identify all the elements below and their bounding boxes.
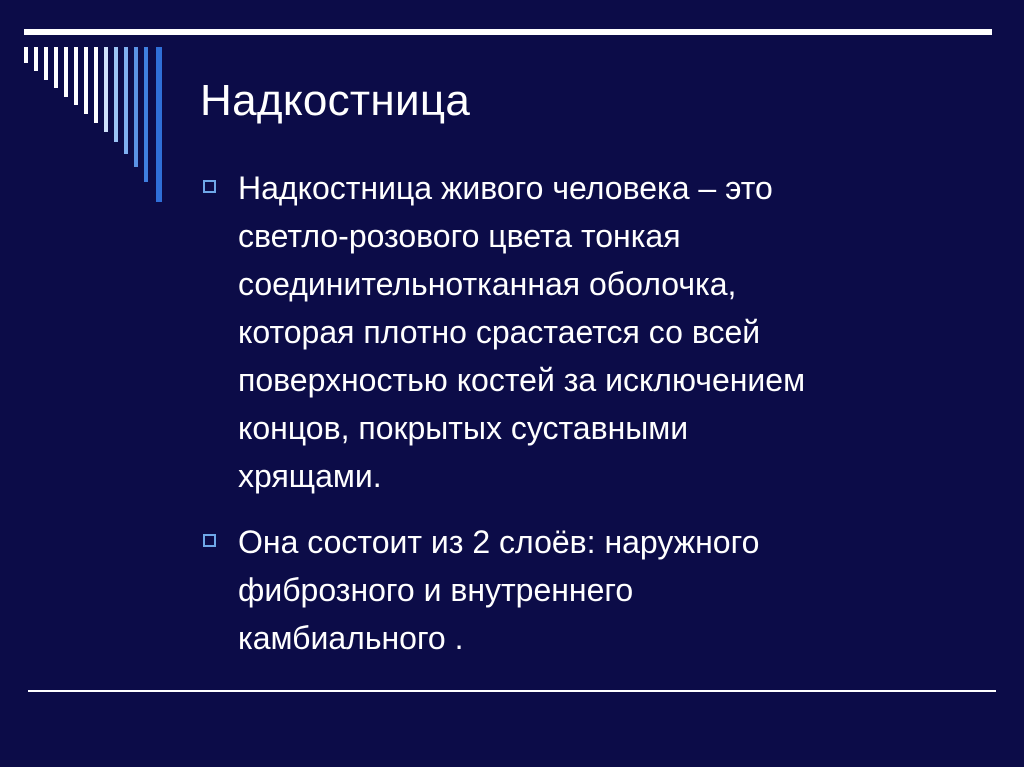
bullet-text [238,518,968,662]
bullet-line: светло-розового цвета тонкая [238,218,681,254]
hollow-square-icon [203,180,216,193]
stripe [64,47,68,97]
stripe [74,47,78,105]
bullet-line: Надкостница живого человека – это [238,170,773,206]
stripe [134,47,138,167]
stripe [114,47,118,142]
bullet-line: соединительнотканная оболочка, [238,266,737,302]
bullet-line: фиброзного и внутреннего [238,572,634,608]
stripe [84,47,88,114]
stripe [44,47,48,80]
bullet-line: хрящами. [238,458,382,494]
bullet-item [200,518,980,662]
bullet-line: которая плотно срастается со всей [238,314,761,350]
bullet-line: поверхностью костей за исключением [238,362,806,398]
stripe [34,47,38,71]
slide-title: Надкостница [200,76,471,125]
stripe [144,47,148,182]
stripe [156,47,162,202]
bullet-line: концов, покрытых суставными [238,410,689,446]
bullet-list [200,164,980,680]
stripe [124,47,128,154]
stripe [104,47,108,132]
bottom-rule [28,690,996,692]
stripe [24,47,28,63]
bullet-text [238,164,968,500]
bullet-line: камбиального . [238,620,464,656]
vertical-stripes-decoration [0,0,180,210]
bullet-item [200,164,980,500]
stripe [94,47,98,123]
bullet-line: Она состоит из 2 слоёв: наружного [238,524,760,560]
stripe [54,47,58,88]
hollow-square-icon [203,534,216,547]
